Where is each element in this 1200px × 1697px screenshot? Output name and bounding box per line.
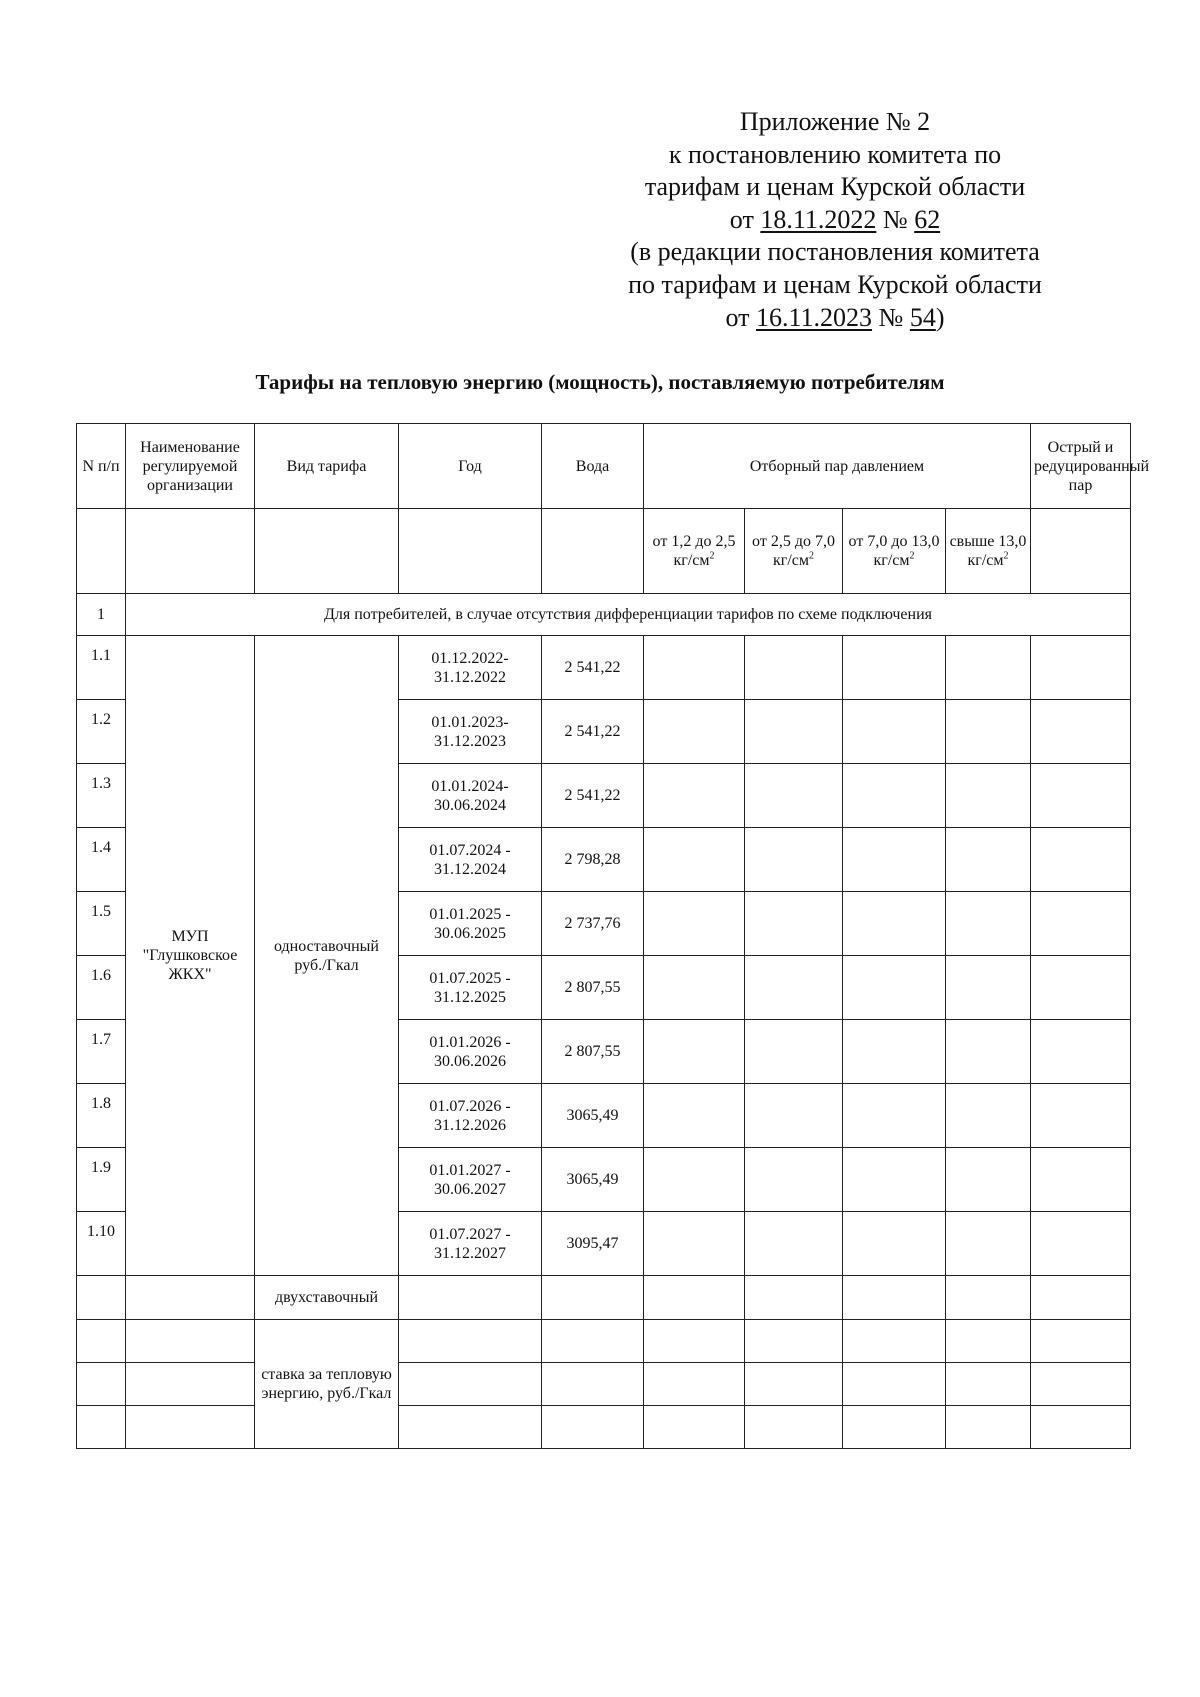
empty-cell (644, 1363, 745, 1406)
steam-sub-3 (843, 509, 946, 594)
document-title: Тарифы на тепловую энергию (мощность), поставляемую потребителям (255, 370, 945, 394)
empty-cell (77, 509, 126, 594)
empty-cell (745, 956, 843, 1020)
empty-cell (745, 1148, 843, 1212)
water-tariff: 2 737,76 (542, 892, 644, 956)
period: 01.01.2026 - 30.06.2026 (399, 1020, 542, 1084)
row-num: 1.6 (77, 956, 126, 1020)
empty-cell (843, 1276, 946, 1320)
water-tariff: 2 541,22 (542, 700, 644, 764)
row-num: 1.10 (77, 1212, 126, 1276)
header-row (77, 424, 1131, 509)
empty-cell (542, 1276, 644, 1320)
empty-cell (399, 1276, 542, 1320)
empty-cell (1031, 828, 1131, 892)
row-num: 1.9 (77, 1148, 126, 1212)
empty-cell (255, 509, 399, 594)
water-tariff: 2 807,55 (542, 1020, 644, 1084)
empty-cell (843, 892, 946, 956)
empty-cell (745, 764, 843, 828)
empty-cell (745, 1406, 843, 1449)
tariff-type-two-part: двухставочный (255, 1276, 399, 1320)
empty-cell (843, 956, 946, 1020)
empty-cell (843, 1406, 946, 1449)
amendment-date: 16.11.2023 (756, 302, 873, 332)
water-tariff: 2 807,55 (542, 956, 644, 1020)
steam-sub-4 (946, 509, 1031, 594)
steam-sub-sup: 2 (709, 550, 715, 562)
appendix-text: ) (935, 302, 945, 332)
empty-cell (745, 1020, 843, 1084)
empty-cell (77, 1276, 126, 1320)
appendix-header (600, 106, 1070, 334)
empty-cell (946, 1148, 1031, 1212)
row-num: 1.3 (77, 764, 126, 828)
header-steam: Отборный пар давлением (644, 424, 1031, 509)
period: 01.01.2024-30.06.2024 (399, 764, 542, 828)
appendix-line: по тарифам и ценам Курской области (628, 269, 1042, 299)
table-row (77, 636, 1131, 700)
empty-cell (126, 1320, 255, 1363)
empty-cell (843, 700, 946, 764)
empty-cell (745, 1276, 843, 1320)
table-row (77, 1276, 1131, 1320)
empty-cell (644, 1212, 745, 1276)
empty-cell (745, 700, 843, 764)
appendix-text: № (872, 302, 910, 332)
amendment-number: 54 (909, 302, 936, 332)
header-sharp-steam (1031, 424, 1150, 509)
empty-cell (644, 1406, 745, 1449)
empty-cell (946, 1320, 1031, 1363)
period: 01.01.2023-31.12.2023 (399, 700, 542, 764)
period: 01.07.2025 - 31.12.2025 (399, 956, 542, 1020)
water-tariff: 2 541,22 (542, 636, 644, 700)
period: 01.07.2024 - 31.12.2024 (399, 828, 542, 892)
subheader-row (77, 509, 1131, 594)
empty-cell (644, 828, 745, 892)
empty-cell (644, 892, 745, 956)
empty-cell (745, 1363, 843, 1406)
period: 01.12.2022-31.12.2022 (399, 636, 542, 700)
empty-cell (843, 1020, 946, 1084)
empty-cell (745, 636, 843, 700)
table-row (77, 1406, 1131, 1449)
empty-cell (644, 636, 745, 700)
empty-cell (1031, 1148, 1131, 1212)
rate-heat-energy: ставка за тепловую энергию, руб./Гкал (255, 1320, 399, 1449)
empty-cell (946, 1084, 1031, 1148)
empty-cell (745, 1320, 843, 1363)
empty-cell (399, 1406, 542, 1449)
steam-sub-1 (644, 509, 745, 594)
period: 01.01.2027 - 30.06.2027 (399, 1148, 542, 1212)
row-num: 1.8 (77, 1084, 126, 1148)
empty-cell (946, 828, 1031, 892)
empty-cell (542, 1363, 644, 1406)
decree-date: 18.11.2022 (760, 204, 877, 234)
appendix-line: (в редакции постановления комитета (630, 237, 1040, 267)
period: 01.07.2027 - 31.12.2027 (399, 1212, 542, 1276)
row-num: 1.7 (77, 1020, 126, 1084)
tariff-table (76, 423, 1150, 1449)
section-num: 1 (77, 594, 126, 636)
empty-cell (1031, 892, 1131, 956)
empty-cell (1031, 1276, 1131, 1320)
empty-cell (946, 1020, 1031, 1084)
empty-cell (843, 828, 946, 892)
org-name: МУП "Глушковское ЖКХ" (126, 636, 255, 1276)
header-tariff-type: Вид тарифа (255, 424, 399, 509)
empty-cell (946, 1363, 1031, 1406)
empty-cell (843, 1320, 946, 1363)
empty-cell (1031, 1084, 1131, 1148)
empty-cell (126, 509, 255, 594)
appendix-text: № (876, 204, 915, 234)
empty-cell (644, 1148, 745, 1212)
header-num: N п/п (77, 424, 126, 509)
row-num: 1.2 (77, 700, 126, 764)
table-row (77, 1320, 1131, 1363)
empty-cell (1031, 1020, 1131, 1084)
empty-cell (77, 1406, 126, 1449)
steam-sub-text: свыше 13,0 кг/см (949, 533, 1027, 569)
empty-cell (644, 700, 745, 764)
empty-cell (399, 509, 542, 594)
header-org: Наименование регулируемой организации (126, 424, 255, 509)
steam-sub-text: от 7,0 до 13,0 кг/см (848, 533, 940, 569)
empty-cell (946, 956, 1031, 1020)
empty-cell (843, 1084, 946, 1148)
empty-cell (126, 1363, 255, 1406)
empty-cell (1031, 1212, 1131, 1276)
empty-cell (1031, 1320, 1131, 1363)
empty-cell (745, 828, 843, 892)
empty-cell (946, 636, 1031, 700)
water-tariff: 3065,49 (542, 1084, 644, 1148)
row-num: 1.5 (77, 892, 126, 956)
empty-cell (946, 892, 1031, 956)
empty-cell (843, 764, 946, 828)
steam-sub-sup: 2 (909, 550, 915, 562)
header-water: Вода (542, 424, 644, 509)
empty-cell (77, 1363, 126, 1406)
empty-cell (1031, 764, 1131, 828)
appendix-line: тарифам и ценам Курской области (644, 172, 1026, 202)
empty-cell (843, 1212, 946, 1276)
appendix-line (600, 204, 1070, 237)
steam-sub-text: от 1,2 до 2,5 кг/см (652, 533, 736, 569)
section-title: Для потребителей, в случае отсутствия дифференциации тарифов по схеме подключения (126, 594, 1131, 636)
row-num: 1.1 (77, 636, 126, 700)
empty-cell (644, 1276, 745, 1320)
empty-cell (1031, 636, 1131, 700)
empty-cell (77, 1320, 126, 1363)
steam-sub-sup: 2 (1003, 550, 1009, 562)
empty-cell (1031, 1406, 1131, 1449)
appendix-text: от (725, 302, 756, 332)
water-tariff: 3065,49 (542, 1148, 644, 1212)
period: 01.01.2025 - 30.06.2025 (399, 892, 542, 956)
empty-cell (745, 892, 843, 956)
empty-cell (644, 1320, 745, 1363)
empty-cell (1031, 1363, 1131, 1406)
empty-cell (542, 1320, 644, 1363)
empty-cell (399, 1320, 542, 1363)
appendix-line: Приложение № 2 (739, 107, 931, 136)
steam-sub-2 (745, 509, 843, 594)
empty-cell (946, 764, 1031, 828)
water-tariff: 2 541,22 (542, 764, 644, 828)
empty-cell (644, 764, 745, 828)
steam-sub-sup: 2 (809, 550, 814, 562)
empty-cell (946, 700, 1031, 764)
steam-sub-text: от 2,5 до 7,0 кг/см (752, 533, 835, 569)
empty-cell (1031, 956, 1131, 1020)
empty-cell (843, 1363, 946, 1406)
empty-cell (946, 1276, 1031, 1320)
appendix-line (600, 302, 1070, 335)
empty-cell (126, 1406, 255, 1449)
appendix-line: к постановлению комитета по (668, 139, 1002, 169)
empty-cell (1031, 509, 1131, 594)
empty-cell (946, 1212, 1031, 1276)
appendix-text: от (729, 204, 761, 234)
empty-cell (745, 1084, 843, 1148)
water-tariff: 3095,47 (542, 1212, 644, 1276)
empty-cell (399, 1363, 542, 1406)
water-tariff: 2 798,28 (542, 828, 644, 892)
empty-cell (946, 1406, 1031, 1449)
empty-cell (644, 1084, 745, 1148)
row-num: 1.4 (77, 828, 126, 892)
empty-cell (745, 1212, 843, 1276)
table-row (77, 1363, 1131, 1406)
decree-number: 62 (914, 204, 941, 234)
section-row (77, 594, 1131, 636)
empty-cell (542, 509, 644, 594)
period: 01.07.2026 - 31.12.2026 (399, 1084, 542, 1148)
empty-cell (1031, 700, 1131, 764)
empty-cell (644, 956, 745, 1020)
tariff-type: одноставочный руб./Гкал (255, 636, 399, 1276)
header-year: Год (399, 424, 542, 509)
empty-cell (644, 1020, 745, 1084)
empty-cell (126, 1276, 255, 1320)
empty-cell (542, 1406, 644, 1449)
empty-cell (843, 636, 946, 700)
empty-cell (843, 1148, 946, 1212)
header-sharp-steam-text: Острый и редуцированный пар (1034, 438, 1150, 494)
